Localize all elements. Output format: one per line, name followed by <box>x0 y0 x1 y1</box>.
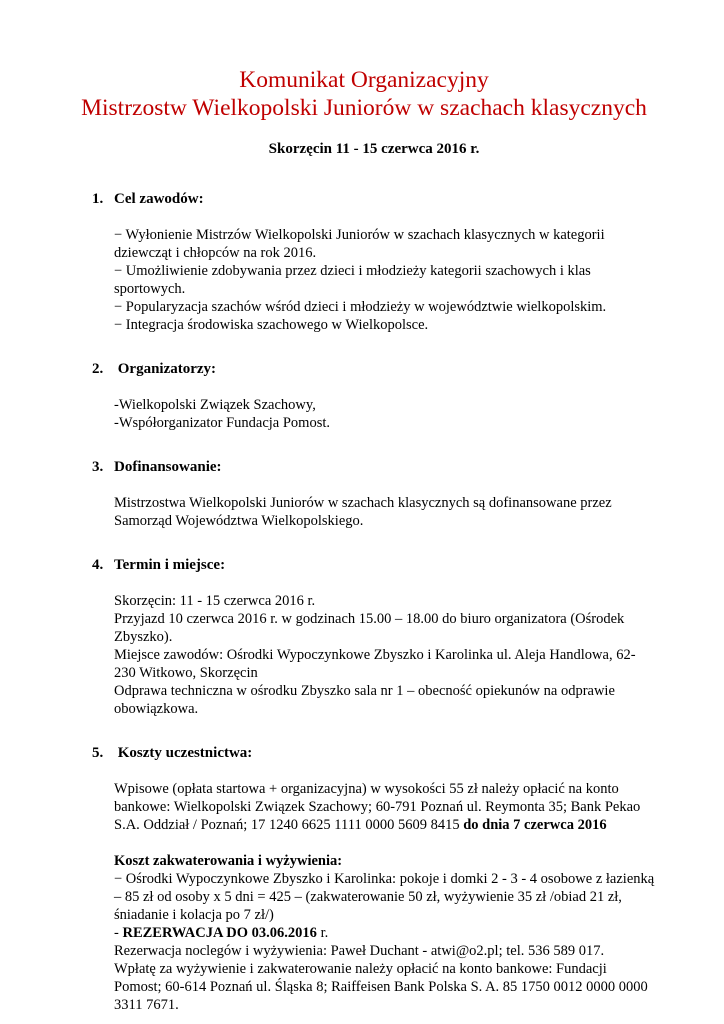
paragraph: − Popularyzacja szachów wśród dzieci i młodzieży w województwie wielkopolskim. <box>114 299 607 315</box>
paragraph: − Integracja środowiska szachowego w Wielkopolsce. <box>114 317 429 333</box>
section-heading <box>92 458 656 476</box>
paragraph: -Wielkopolski Związek Szachowy, <box>114 397 316 413</box>
reservation-prefix: - <box>114 925 123 941</box>
section-title: Dofinansowanie: <box>114 459 222 475</box>
fee-paragraph <box>114 780 656 834</box>
section-heading <box>92 190 656 208</box>
section-body <box>114 592 656 718</box>
section-title: Organizatorzy: <box>114 361 217 377</box>
accommodation-text: − Ośrodki Wypoczynkowe Zbyszko i Karolinka: pokoje i domki 2 - 3 - 4 osobowe z łazienką – 85 zł od osoby x 5 dni = 425 – (zakwaterowanie 50 zł, wyżywienie 35 zł /obiad 21 zł, śniadanie i kolacja po 7 zł/) <box>114 871 655 923</box>
section-number: 4. <box>92 557 104 573</box>
section-heading <box>92 360 656 378</box>
title-line-2: Mistrzostw Wielkopolski Juniorów w szachach klasycznych <box>81 95 647 121</box>
section-number: 5. <box>92 745 104 761</box>
reservation-contact: Rezerwacja noclegów i wyżywienia: Paweł Duchant - atwi@o2.pl; tel. 536 589 017. <box>114 943 605 959</box>
paragraph: Mistrzostwa Wielkopolski Juniorów w szachach klasycznych są dofinansowane przez Samorząd Województwa Wielkopolskiego. <box>114 495 612 529</box>
section-body <box>114 226 656 334</box>
reservation-suffix: r. <box>316 925 329 941</box>
section-title: Koszty uczestnictwa: <box>114 745 253 761</box>
section-heading <box>92 744 656 762</box>
fee-deadline: do dnia 7 czerwca 2016 <box>463 817 607 833</box>
paragraph: Przyjazd 10 czerwca 2016 r. w godzinach 15.00 – 18.00 do biuro organizatora (Ośrodek Zbyszko). <box>114 611 625 645</box>
section-body <box>114 494 656 530</box>
fee-text: Wpisowe (opłata startowa + organizacyjna) w wysokości 55 zł należy opłacić na konto bankowe: Wielkopolski Związek Szachowy; 60-791 Poznań ul. Reymonta 35; Bank Pekao S.A. Oddział / Poznań; 17 1240 6625 1111 0000 5609 8415 <box>114 781 641 833</box>
section-date-place <box>92 556 656 718</box>
paragraph: Skorzęcin: 11 - 15 czerwca 2016 r. <box>114 593 316 609</box>
section-body <box>114 780 656 1014</box>
document-subtitle: Skorzęcin 11 - 15 czerwca 2016 r. <box>268 141 480 157</box>
section-body <box>114 396 656 432</box>
paragraph: Miejsce zawodów: Ośrodki Wypoczynkowe Zbyszko i Karolinka ul. Aleja Handlowa, 62-230 Witkowo, Skorzęcin <box>114 647 636 681</box>
section-funding <box>92 458 656 530</box>
section-goals <box>92 190 656 334</box>
section-number: 1. <box>92 191 104 207</box>
paragraph: -Współorganizator Fundacja Pomost. <box>114 415 330 431</box>
section-number: 3. <box>92 459 104 475</box>
section-heading <box>92 556 656 574</box>
section-title: Cel zawodów: <box>114 191 204 207</box>
section-number: 2. <box>92 361 104 377</box>
paragraph: Odprawa techniczna w ośrodku Zbyszko sala nr 1 – obecność opiekunów na odprawie obowiązkowa. <box>114 683 615 717</box>
title-line-1: Komunikat Organizacyjny <box>239 67 489 93</box>
paragraph: − Umożliwienie zdobywania przez dzieci i młodzieży kategorii szachowych i klas sportowych. <box>114 263 591 297</box>
payment-text: Wpłatę za wyżywienie i zakwaterowanie należy opłacić na konto bankowe: Fundacji Pomost; 60-614 Poznań ul. Śląska 8; Raiffeisen Bank Polska S. A. 85 1750 0012 0000 0000 3311 7671. <box>114 961 648 1013</box>
section-costs <box>92 744 656 1014</box>
section-organizers <box>92 360 656 432</box>
reservation-deadline: REZERWACJA DO 03.06.2016 <box>122 925 317 941</box>
section-title: Termin i miejsce: <box>114 557 226 573</box>
reservation-line <box>114 924 656 942</box>
accommodation-heading: Koszt zakwaterowania i wyżywienia: <box>114 853 343 869</box>
paragraph: − Wyłonienie Mistrzów Wielkopolski Juniorów w szachach klasycznych w kategorii dziewcząt i chłopców na rok 2016. <box>114 227 605 261</box>
